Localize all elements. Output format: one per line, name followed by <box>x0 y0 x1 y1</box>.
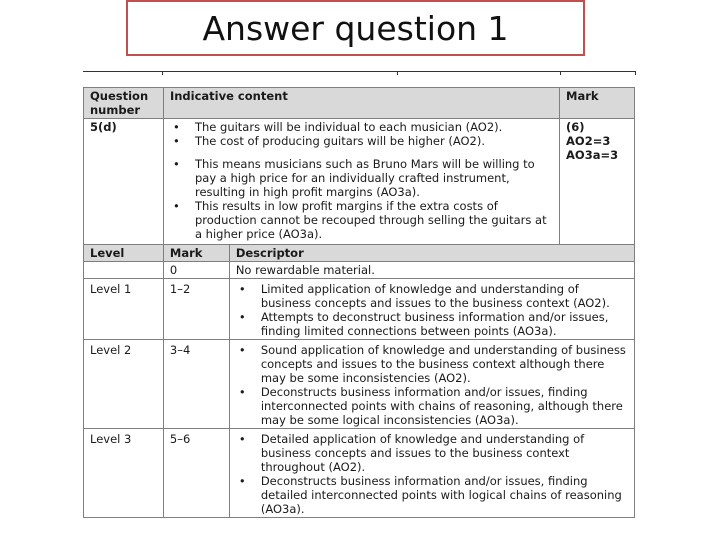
level-descriptor <box>229 340 634 429</box>
mark-allocation <box>560 119 635 246</box>
level-row <box>84 429 635 518</box>
header-mark: Mark <box>163 245 229 262</box>
descriptor-bullet: • Deconstructs business information and/or issues, finding interconnected points with chains of reasoning, although there may be some logical inconsistencies (AO3a). <box>236 385 628 427</box>
header-indicative-content: Indicative content <box>163 88 559 119</box>
question-row <box>84 119 635 246</box>
top-rule <box>83 71 636 72</box>
level-name: Level 3 <box>84 429 164 518</box>
descriptor-bullet: • Detailed application of knowledge and understanding of business concepts and issues to the business context throughout (AO2). <box>236 432 628 474</box>
level-row <box>84 340 635 429</box>
level-descriptor <box>229 429 634 518</box>
level-name: Level 2 <box>84 340 164 429</box>
top-rule-tick <box>560 71 561 75</box>
content-bullet: • This results in low profit margins if the extra costs of production cannot be recouped through selling the guitars at a higher price (AO3a). <box>170 199 553 241</box>
slide-title: Answer question 1 <box>126 0 585 56</box>
level-row <box>84 279 635 340</box>
level-descriptor <box>229 279 634 340</box>
question-number: 5(d) <box>84 119 164 246</box>
level-descriptor: No rewardable material. <box>229 262 634 279</box>
descriptor-bullet: • Attempts to deconstruct business information and/or issues, finding limited connections between points (AO3a). <box>236 310 628 338</box>
top-rule-tick <box>162 71 163 75</box>
descriptor-bullet: • Sound application of knowledge and understanding of business concepts and issues to the business context although there may be some inconsistencies (AO2). <box>236 343 628 385</box>
descriptor-bullet: • Deconstructs business information and/or issues, finding detailed interconnected points with logical chains of reasoning (AO3a). <box>236 474 628 516</box>
content-bullet: • The guitars will be individual to each musician (AO2). <box>170 120 553 134</box>
content-group-2 <box>170 157 553 241</box>
level-name <box>84 262 164 279</box>
level-table <box>83 244 635 518</box>
mark-ao3a: AO3a=3 <box>566 148 619 162</box>
level-row <box>84 262 635 279</box>
level-mark: 5–6 <box>163 429 229 518</box>
top-rule-tick <box>397 71 398 75</box>
mark-ao2: AO2=3 <box>566 134 611 148</box>
header-question-number: Question number <box>84 88 164 119</box>
level-mark: 1–2 <box>163 279 229 340</box>
level-table-header <box>84 245 635 262</box>
header-level: Level <box>84 245 164 262</box>
level-name: Level 1 <box>84 279 164 340</box>
header-descriptor: Descriptor <box>229 245 634 262</box>
level-mark: 0 <box>163 262 229 279</box>
content-group-1 <box>170 120 553 148</box>
indicative-content <box>163 119 559 246</box>
content-bullet: • This means musicians such as Bruno Mars will be willing to pay a high price for an individually crafted instrument, resulting in high profit margins (AO3a). <box>170 157 553 199</box>
header-mark: Mark <box>560 88 635 119</box>
descriptor-bullet: • Limited application of knowledge and understanding of business concepts and issues to the business context (AO2). <box>236 282 628 310</box>
level-mark: 3–4 <box>163 340 229 429</box>
top-rule-tick <box>635 71 636 75</box>
question-table <box>83 87 635 246</box>
mark-total: (6) <box>566 120 585 134</box>
question-table-header <box>84 88 635 119</box>
content-bullet: • The cost of producing guitars will be higher (AO2). <box>170 134 553 148</box>
